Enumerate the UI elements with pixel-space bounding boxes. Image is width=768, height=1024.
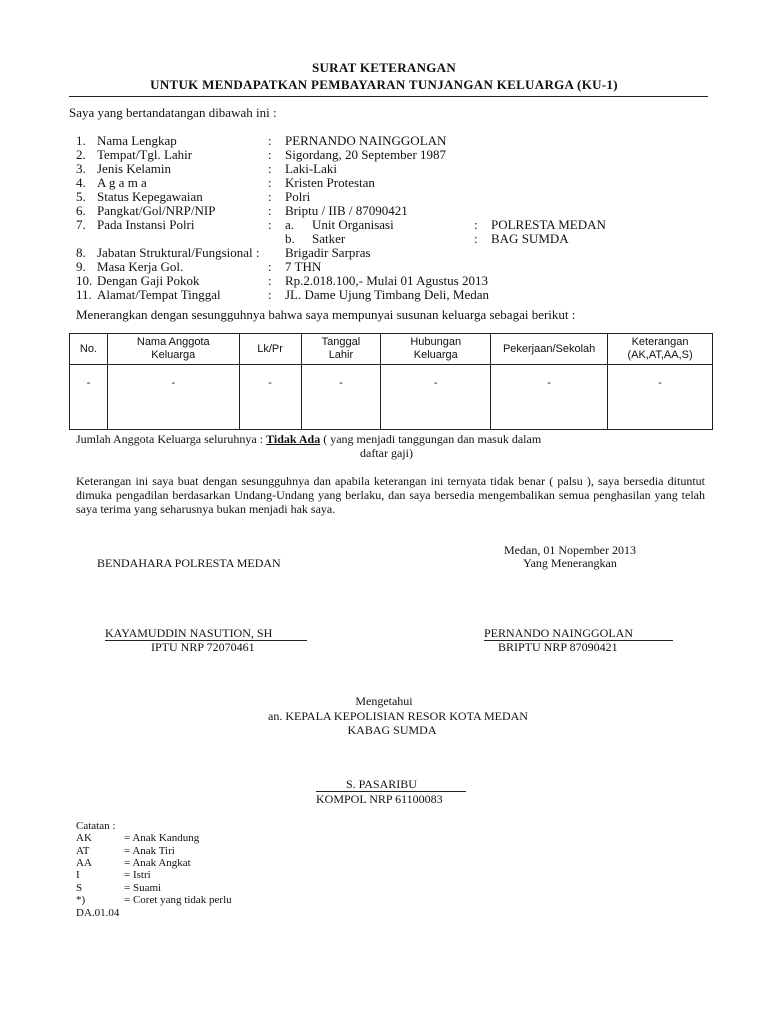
note-code: *) xyxy=(76,894,86,906)
field-number: 9. xyxy=(76,259,86,274)
field-colon: : xyxy=(268,287,272,302)
family-table xyxy=(69,333,713,430)
header-hubungan: Hubungan Keluarga xyxy=(381,334,491,365)
jumlah-value: Tidak Ada xyxy=(266,432,321,446)
field-label: Pada Instansi Polri xyxy=(97,217,195,232)
field-label: Nama Lengkap xyxy=(97,133,177,148)
field-number: 7. xyxy=(76,217,86,232)
note-code: AT xyxy=(76,845,90,857)
field-number: 3. xyxy=(76,161,86,176)
field-number: 5. xyxy=(76,189,86,204)
form-code: DA.01.04 xyxy=(76,907,120,919)
field-colon: : xyxy=(268,175,272,190)
table-cell: - xyxy=(70,365,108,430)
field-value: Sigordang, 20 September 1987 xyxy=(285,147,447,162)
field-value: Rp.2.018.100,- Mulai 01 Agustus 2013 xyxy=(285,273,488,288)
field-value: JL. Dame Ujung Timbang Deli, Medan xyxy=(285,287,490,302)
field-label: Tempat/Tgl. Lahir xyxy=(97,147,193,162)
table-cell: - xyxy=(107,365,239,430)
field-colon: : xyxy=(268,203,272,218)
header-nama: Nama Anggota Keluarga xyxy=(107,334,239,365)
field-label: Jenis Kelamin xyxy=(97,161,172,176)
instansi-letter: a. xyxy=(285,217,295,232)
treasurer-name: KAYAMUDDIN NASUTION, SH xyxy=(105,626,273,640)
note-desc: = Anak Angkat xyxy=(124,857,191,869)
header-tanggal: Tanggal Lahir xyxy=(301,334,381,365)
header-lkpr: Lk/Pr xyxy=(239,334,301,365)
instansi-colon: : xyxy=(474,231,478,246)
field-colon: : xyxy=(268,147,272,162)
note-desc: = Suami xyxy=(124,882,162,894)
header-pekerjaan: Pekerjaan/Sekolah xyxy=(491,334,608,365)
field-value: Laki-Laki xyxy=(285,161,337,176)
field-value: Brigadir Sarpras xyxy=(285,245,371,260)
field-colon: : xyxy=(268,259,272,274)
field-colon: : xyxy=(268,189,272,204)
table-row xyxy=(70,365,713,430)
treasurer-role: BENDAHARA POLRESTA MEDAN xyxy=(97,556,281,570)
intro-text: Saya yang bertandatangan dibawah ini : xyxy=(69,105,277,120)
field-number: 4. xyxy=(76,175,86,190)
field-colon: : xyxy=(268,133,272,148)
table-cell: - xyxy=(608,365,713,430)
document-title: SURAT KETERANGAN xyxy=(311,60,457,75)
field-number: 6. xyxy=(76,203,86,218)
note-desc: = Istri xyxy=(124,869,151,881)
field-number: 2. xyxy=(76,147,86,162)
field-label: Status Kepegawaian xyxy=(97,189,203,204)
field-colon: : xyxy=(268,161,272,176)
field-number: 1. xyxy=(76,133,86,148)
table-cell: - xyxy=(381,365,491,430)
document-subtitle: UNTUK MENDAPATKAN PEMBAYARAN TUNJANGAN KELUARGA (KU-1) xyxy=(150,77,618,92)
field-value: Briptu / IIB / 87090421 xyxy=(285,203,408,218)
instansi-label: Satker xyxy=(312,231,346,246)
instansi-colon: : xyxy=(474,217,478,232)
declarant-nrp: BRIPTU NRP 87090421 xyxy=(498,640,618,654)
jumlah-suffix: ( yang menjadi tanggungan dan masuk dalam xyxy=(323,432,542,446)
field-label: Dengan Gaji Pokok xyxy=(97,273,200,288)
instansi-value: POLRESTA MEDAN xyxy=(491,217,606,232)
instansi-letter: b. xyxy=(285,231,295,246)
note-code: S xyxy=(76,882,83,894)
kabag-nrp: KOMPOL NRP 61100083 xyxy=(316,792,443,806)
place-date: Medan, 01 Nopember 2013 xyxy=(504,543,636,557)
field-label: Jabatan Struktural/Fungsional : xyxy=(97,245,260,260)
table-header-row xyxy=(70,334,713,365)
header-divider xyxy=(69,96,708,97)
field-value: Polri xyxy=(285,189,311,204)
table-cell: - xyxy=(491,365,608,430)
field-value: PERNANDO NAINGGOLAN xyxy=(285,133,447,148)
field-label: Alamat/Tempat Tinggal xyxy=(97,287,221,302)
field-value: Kristen Protestan xyxy=(285,175,375,190)
note-desc: = Coret yang tidak perlu xyxy=(124,894,232,906)
statement-paragraph: Keterangan ini saya buat dengan sesungguhnya dan apabila keterangan ini ternyata tidak benar ( palsu ), saya bersedia dituntut dimuka pengadilan berdasarkan Undang-Undang yang berlaku, dan saya bersedia mengembalikan semua penghasilan yang telah saya terima yang seharusnya bukan menjadi hak saya. xyxy=(76,474,705,516)
notes-title: Catatan : xyxy=(76,820,116,832)
acknowledged-label: Mengetahui xyxy=(355,694,413,708)
table-cell: - xyxy=(301,365,381,430)
jumlah-suffix-2: daftar gaji) xyxy=(360,446,413,460)
header-no: No. xyxy=(70,334,108,365)
kabag-name: S. PASARIBU xyxy=(346,777,417,791)
table-cell: - xyxy=(239,365,301,430)
table-intro: Menerangkan dengan sesungguhnya bahwa saya mempunyai susunan keluarga sebagai berikut : xyxy=(76,307,576,322)
declarant-name: PERNANDO NAINGGOLAN xyxy=(484,626,633,640)
declarant-role: Yang Menerangkan xyxy=(523,556,617,570)
jumlah-prefix: Jumlah Anggota Keluarga seluruhnya : xyxy=(76,432,264,446)
note-code: I xyxy=(76,869,80,881)
an-line: an. KEPALA KEPOLISIAN RESOR KOTA MEDAN xyxy=(268,709,528,723)
note-desc: = Anak Kandung xyxy=(124,832,200,844)
field-label: Pangkat/Gol/NRP/NIP xyxy=(97,203,216,218)
field-label: Masa Kerja Gol. xyxy=(97,259,184,274)
instansi-label: Unit Organisasi xyxy=(312,217,394,232)
field-value: 7 THN xyxy=(285,259,322,274)
field-number: 11. xyxy=(76,287,92,302)
note-desc: = Anak Tiri xyxy=(124,845,175,857)
field-number: 10. xyxy=(76,273,93,288)
field-label: A g a m a xyxy=(97,175,147,190)
field-number: 8. xyxy=(76,245,86,260)
note-code: AA xyxy=(76,857,92,869)
kabag-title: KABAG SUMDA xyxy=(347,723,437,737)
jumlah-line xyxy=(76,432,541,446)
note-code: AK xyxy=(76,832,92,844)
header-keterangan: Keterangan (AK,AT,AA,S) xyxy=(608,334,713,365)
field-colon: : xyxy=(268,217,272,232)
instansi-value: BAG SUMDA xyxy=(491,231,569,246)
treasurer-nrp: IPTU NRP 72070461 xyxy=(151,640,255,654)
field-colon: : xyxy=(268,273,272,288)
